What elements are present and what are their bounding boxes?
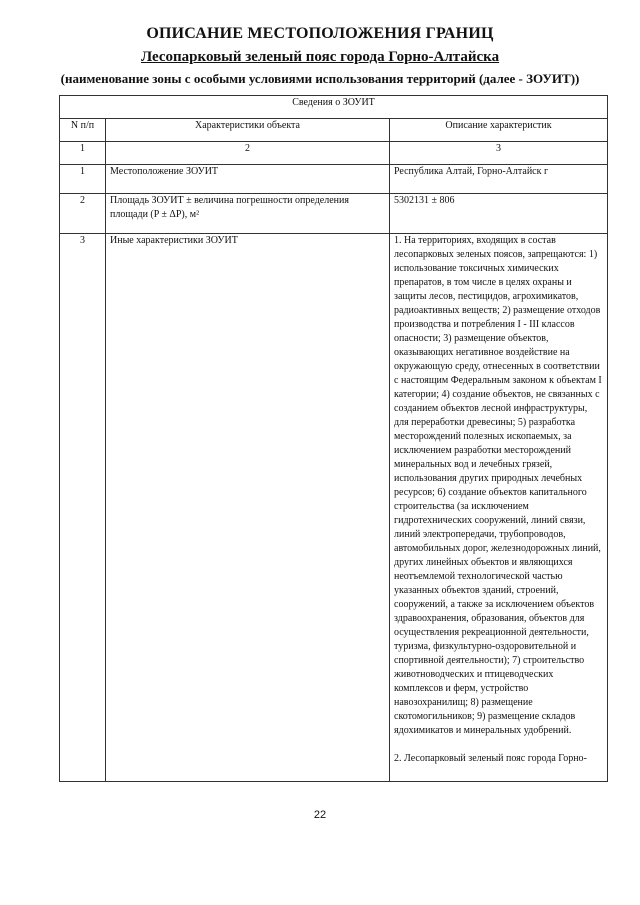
table-caption-row [60,96,608,119]
table-row [60,234,608,782]
column-number: 1 [60,142,106,165]
row-description: 1. На территориях, входящих в состав лесопарковых зеленых поясов, запрещаются: 1) использование токсичных химических препаратов, в том числе в целях охраны и защиты лесов, пестицидов, агрохимикатов, радиоактивных веществ; 2) размещение отходов производства и потребления I - III классов опасности; 3) размещение объектов, оказывающих негативное воздействие на окружающую среду, отнесенных в соответствии с настоящим Федеральным законом к объектам I категории; 4) создание объектов, не связанных с созданием объектов лесной инфраструктуры, для переработки древесины; 5) разработка месторождений полезных ископаемых, за исключением разработки месторождений минеральных вод и лечебных грязей, использования других природных лечебных ресурсов; 6) создание объектов капитального строительства (за исключением гидротехнических сооружений, линий связи, линий электропередачи, трубопроводов, автомобильных дорог, железнодорожных линий, других линейных объектов и являющихся неотъемлемой технологической частью указанных объектов зданий, строений, сооружений, а также за исключением объектов здравоохранения, образования, объектов для осуществления рекреационной деятельности, туризма, физкультурно-оздоровительной и спортивной деятельности); 7) строительство животноводческих и птицеводческих комплексов и ферм, устройство навозохранилищ; 8) размещение скотомогильников; 9) размещение складов ядохимикатов и минеральных удобрений. [394,235,602,736]
row-description-cell [390,234,608,782]
table-header-row [60,119,608,142]
column-header-number: N п/п [60,119,106,142]
table-row [60,165,608,194]
row-number: 2 [60,194,106,234]
column-number: 3 [390,142,608,165]
row-description-continued: 2. Лесопарковый зеленый пояс города Горно- [394,753,587,764]
table-row [60,194,608,234]
row-number: 1 [60,165,106,194]
row-characteristic: Площадь ЗОУИТ ± величина погрешности определения площади (P ± ΔP), м² [106,194,390,234]
column-number: 2 [106,142,390,165]
column-header-description: Описание характеристик [390,119,608,142]
row-description: Республика Алтай, Горно-Алтайск г [390,165,608,194]
zone-info-table [59,95,608,782]
zone-name-note: (наименование зоны с особыми условиями использования территорий (далее - ЗОУИТ)) [60,71,580,86]
column-header-characteristic: Характеристики объекта [106,119,390,142]
row-characteristic: Иные характеристики ЗОУИТ [106,234,390,782]
column-number-row [60,142,608,165]
table-caption: Сведения о ЗОУИТ [60,96,608,119]
row-characteristic: Местоположение ЗОУИТ [106,165,390,194]
row-description: 5302131 ± 806 [390,194,608,234]
document-title: ОПИСАНИЕ МЕСТОПОЛОЖЕНИЯ ГРАНИЦ [146,25,494,42]
zone-name: Лесопарковый зеленый пояс города Горно-Алтайска [140,49,500,65]
row-number: 3 [60,234,106,782]
page-number: 22 [313,809,327,821]
